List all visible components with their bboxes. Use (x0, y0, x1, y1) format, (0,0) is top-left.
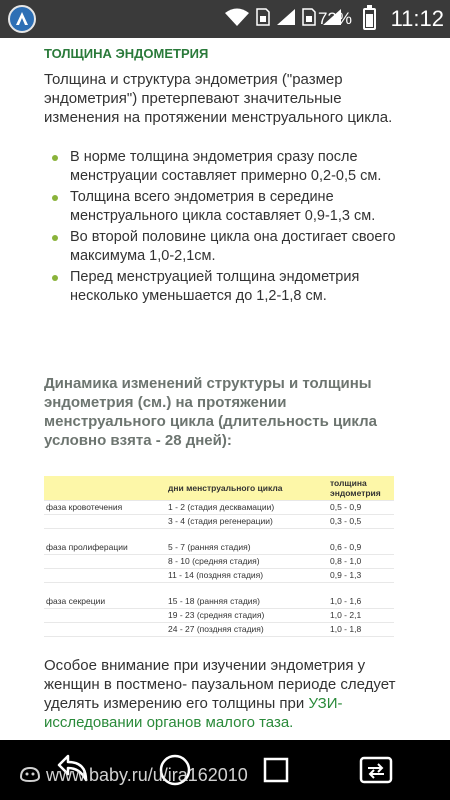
table-header-cell: толщина эндометрия (328, 476, 394, 501)
bullet-list (44, 148, 404, 308)
battery-icon (363, 8, 376, 30)
table-heading: Динамика изменений структуры и толщины эндометрия (см.) на протяжении менструального цикла (длительность цикла условно взята - 28 дней): (44, 375, 377, 449)
table-cell (44, 623, 166, 637)
table-cell: 1,0 - 1,6 (328, 595, 394, 609)
table-cell: 19 - 23 (средняя стадия) (166, 609, 328, 623)
ultrasound-link[interactable]: УЗИ-исследовании органов малого таза. (44, 695, 343, 731)
table-cell: 0,5 - 0,9 (328, 501, 394, 515)
table-cell: 0,3 - 0,5 (328, 515, 394, 529)
table-cell (44, 609, 166, 623)
table-cell (44, 555, 166, 569)
bullet-dot-icon (52, 155, 58, 161)
table-spacer-row (44, 529, 394, 542)
outro-paragraph: Особое внимание при изучении эндометрия у женщин в постмено- паузальном периоде следует уделять измерению его толщины при УЗИ-исследовании органов малого таза. (44, 657, 396, 731)
table-cell: 5 - 7 (ранняя стадия) (166, 541, 328, 555)
status-bar (0, 0, 450, 38)
list-item: Во второй половине цикла она достигает своего максимума 1,0-2,1см. (44, 228, 404, 265)
table-cell: фаза кровотечения (44, 501, 166, 515)
article-content[interactable] (0, 38, 450, 740)
sim-icon-2 (302, 8, 316, 31)
list-item: Перед менструацией толщина эндометрия несколько уменьшается до 1,2-1,8 см. (44, 268, 404, 305)
table-row (44, 623, 394, 637)
watermark-logo-icon (18, 765, 42, 783)
table-header-row (44, 476, 394, 501)
table-cell (44, 569, 166, 583)
table-cell: 0,9 - 1,3 (328, 569, 394, 583)
table-spacer-row (44, 583, 394, 596)
table-row (44, 515, 394, 529)
table-cell (44, 515, 166, 529)
table-row (44, 569, 394, 583)
bullet-dot-icon (52, 235, 58, 241)
table-cell: 15 - 18 (ранняя стадия) (166, 595, 328, 609)
table-cell: фаза секреции (44, 595, 166, 609)
table-cell: 8 - 10 (средняя стадия) (166, 555, 328, 569)
watermark: www.baby.ru/u/ira162010 (18, 764, 248, 786)
table-header-cell (44, 476, 166, 501)
bullet-dot-icon (52, 195, 58, 201)
table-row (44, 595, 394, 609)
table-cell: фаза пролиферации (44, 541, 166, 555)
wifi-icon (224, 7, 250, 32)
signal-icon (276, 8, 296, 31)
table-cell: 0,6 - 0,9 (328, 541, 394, 555)
table-cell: 1 - 2 (стадия десквамации) (166, 501, 328, 515)
app-launcher-icon[interactable] (8, 5, 36, 33)
table-cell: 11 - 14 (поздняя стадия) (166, 569, 328, 583)
table-row (44, 501, 394, 515)
sim-icon (256, 8, 270, 31)
list-item: В норме толщина эндометрия сразу после менструации составляет примерно 0,2-0,5 см. (44, 148, 404, 185)
intro-paragraph: Толщина и структура эндометрия ("размер эндометрия") претерпевают значительные изменения на протяжении менструального цикла. (44, 71, 393, 126)
table-cell: 0,8 - 1,0 (328, 555, 394, 569)
table-cell: 1,0 - 1,8 (328, 623, 394, 637)
section-title: ТОЛЩИНА ЭНДОМЕТРИЯ (44, 46, 209, 61)
clock: 11:12 (390, 6, 444, 31)
bullet-dot-icon (52, 275, 58, 281)
table-header-cell: дни менструального цикла (166, 476, 328, 501)
battery-percent: 72% (317, 9, 352, 28)
table-row (44, 541, 394, 555)
table-cell: 24 - 27 (поздняя стадия) (166, 623, 328, 637)
table-cell: 3 - 4 (стадия регенерации) (166, 515, 328, 529)
dual-window-icon[interactable] (358, 752, 394, 788)
list-item: Толщина всего эндометрия в середине менструального цикла составляет 0,9-1,3 см. (44, 188, 404, 225)
recents-icon[interactable] (258, 752, 294, 788)
endometrium-table (44, 476, 394, 637)
table-cell: 1,0 - 2,1 (328, 609, 394, 623)
table-row (44, 555, 394, 569)
table-row (44, 609, 394, 623)
